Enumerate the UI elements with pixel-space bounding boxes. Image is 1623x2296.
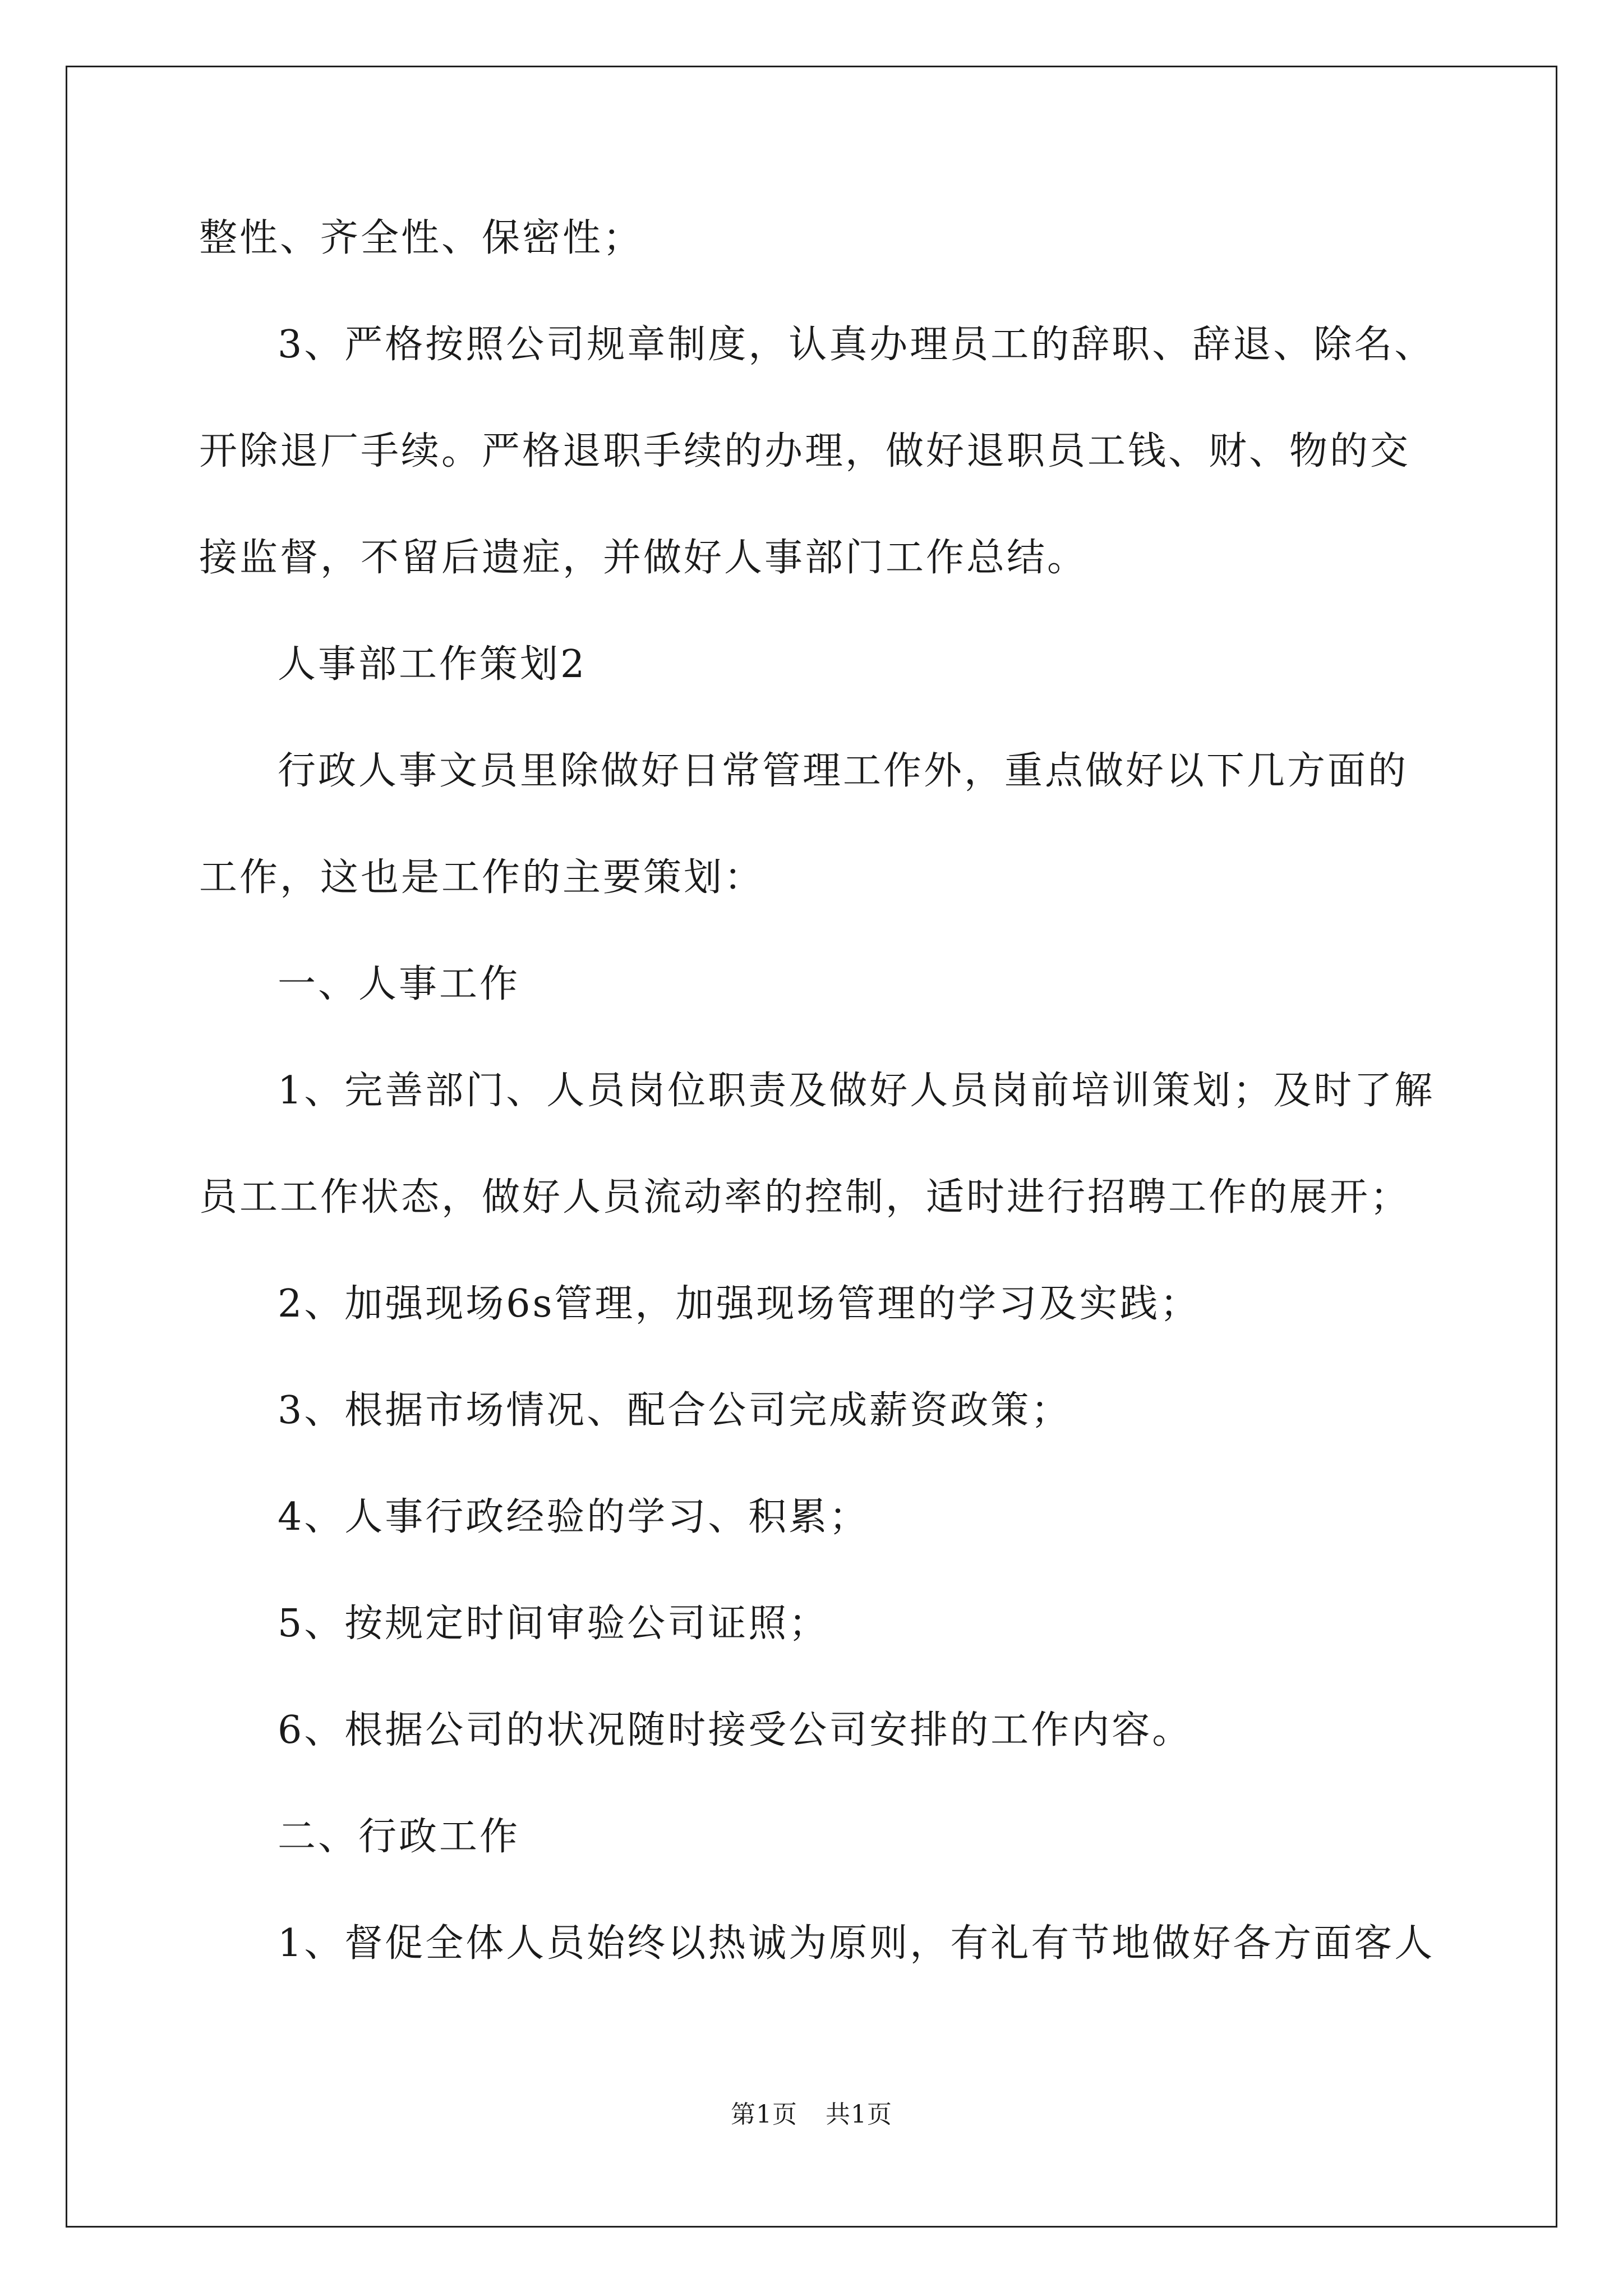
text-line: 1、督促全体人员始终以热诚为原则，有礼有节地做好各方面客人 [278, 1921, 1435, 1966]
text-line: 6、根据公司的状况随时接受公司安排的工作内容。 [278, 1708, 1193, 1752]
subsection-heading: 一、人事工作 [278, 962, 520, 1006]
text-line: 2、加强现场6s管理，加强现场管理的学习及实践； [278, 1282, 1201, 1326]
text-line: 3、严格按照公司规章制度，认真办理员工的辞职、辞退、除名、 [278, 323, 1435, 367]
text-line: 3、根据市场情况、配合公司完成薪资政策； [278, 1388, 1072, 1433]
text-line: 整性、齐全性、保密性； [199, 216, 644, 260]
text-line: 4、人事行政经验的学习、积累； [278, 1495, 870, 1539]
text-line: 5、按规定时间审验公司证照； [278, 1602, 829, 1646]
page-footer [0, 2098, 1623, 2132]
page-border [66, 66, 1557, 2228]
text-line: 开除退厂手续。严格退职手续的办理，做好退职员工钱、财、物的交 [199, 429, 1411, 473]
text-line: 工作，这也是工作的主要策划： [199, 855, 765, 900]
text-line: 1、完善部门、人员岗位职责及做好人员岗前培训策划；及时了解 [278, 1069, 1435, 1113]
page-total: 共1页 [826, 2100, 892, 2129]
page-number: 第1页 [731, 2100, 797, 2129]
subsection-heading: 二、行政工作 [278, 1815, 520, 1859]
text-line: 行政人事文员里除做好日常管理工作外，重点做好以下几方面的 [278, 749, 1409, 793]
section-heading: 人事部工作策划2 [278, 642, 587, 687]
text-line: 接监督，不留后遗症，并做好人事部门工作总结。 [199, 536, 1088, 580]
text-line: 员工工作状态，做好人员流动率的控制，适时进行招聘工作的展开； [199, 1175, 1411, 1220]
